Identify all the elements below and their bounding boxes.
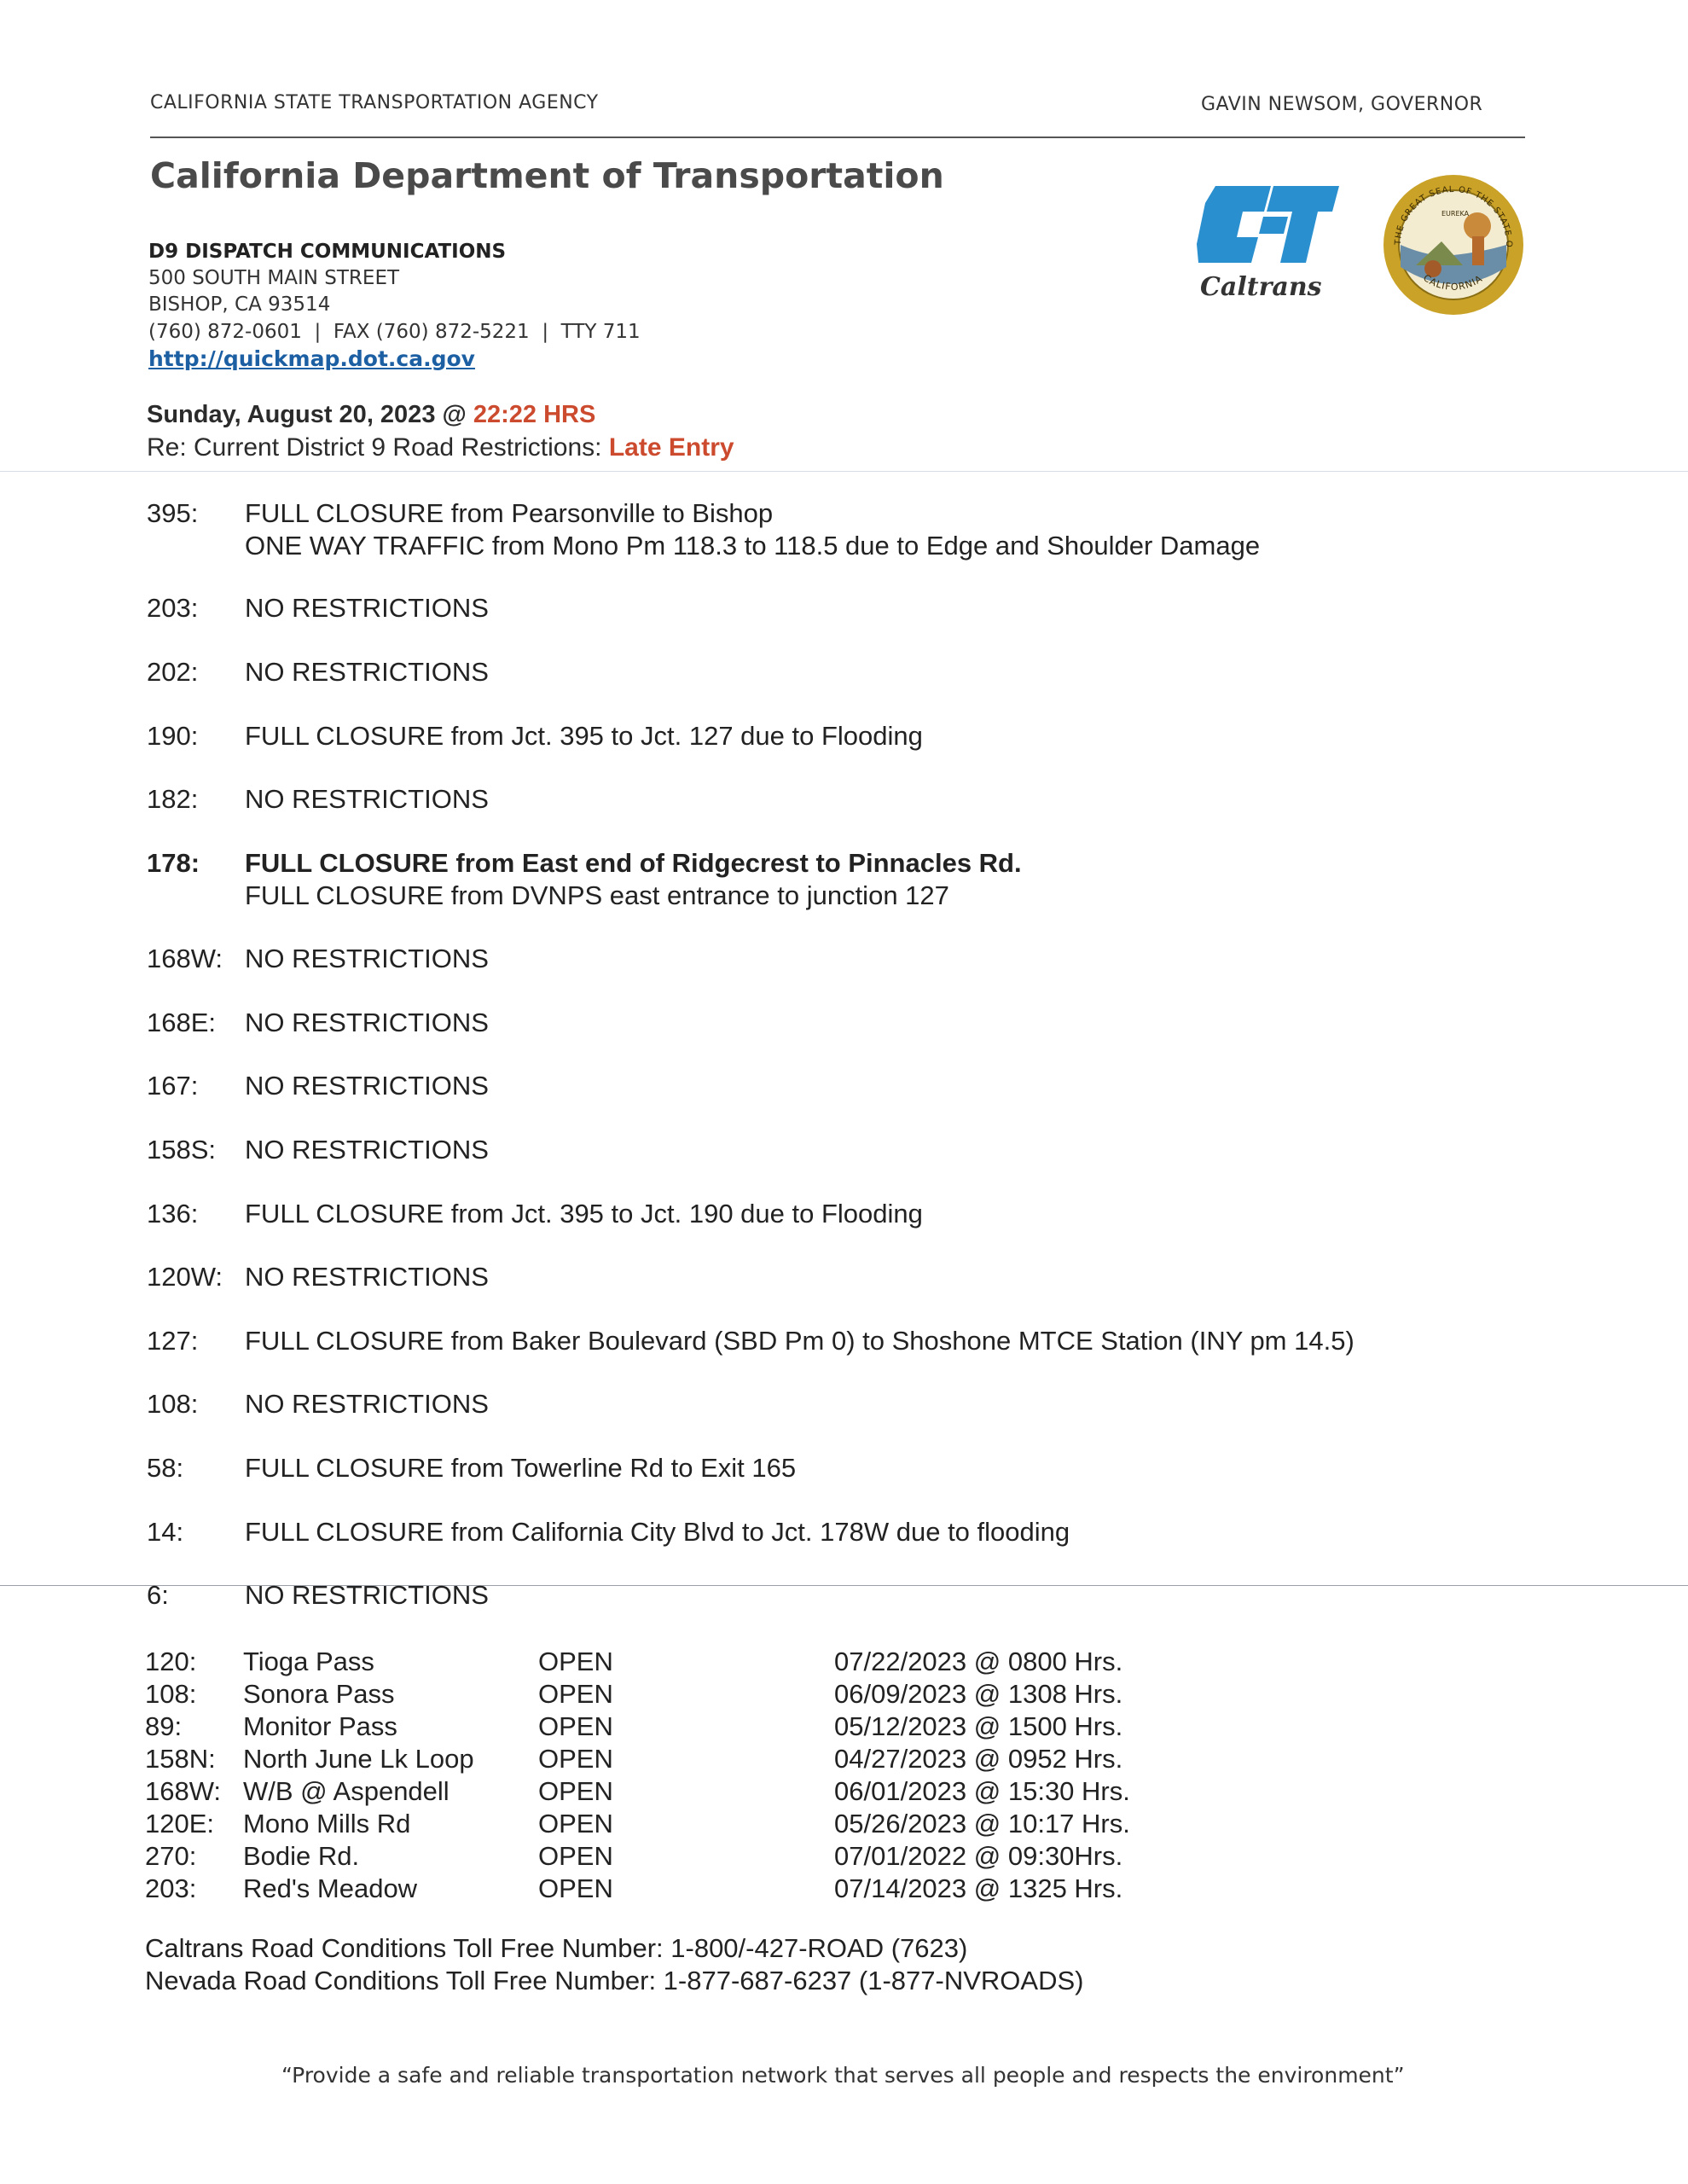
route-restriction: NO RESTRICTIONS (245, 1389, 489, 1419)
scan-divider-top (0, 471, 1688, 472)
pass-name: Mono Mills Rd (243, 1809, 411, 1838)
pass-name: Sonora Pass (243, 1679, 395, 1709)
route-number: 190: (147, 721, 199, 751)
quickmap-link[interactable]: http://quickmap.dot.ca.gov (148, 346, 475, 371)
pass-status: OPEN (538, 1809, 613, 1838)
header-divider (150, 136, 1525, 138)
pass-status: OPEN (538, 1679, 613, 1709)
department-title: California Department of Transportation (150, 155, 944, 196)
pass-route: 270: (145, 1841, 197, 1871)
pass-route: 89: (145, 1711, 183, 1741)
notice-time: 22:22 HRS (473, 401, 596, 428)
caltrans-logo (1181, 177, 1343, 305)
route-restriction: FULL CLOSURE from Pearsonville to Bishop (245, 498, 774, 528)
pass-name: Bodie Rd. (243, 1841, 360, 1871)
route-number: 168W: (147, 944, 223, 973)
pass-route: 168W: (145, 1776, 222, 1806)
pass-open-date: 05/26/2023 @ 10:17 Hrs. (834, 1809, 1130, 1838)
pass-open-date: 07/01/2022 @ 09:30Hrs. (834, 1841, 1123, 1871)
notice-date-text: Sunday, August 20, 2023 @ (147, 401, 473, 428)
pass-open-date: 06/01/2023 @ 15:30 Hrs. (834, 1776, 1130, 1806)
route-restriction: FULL CLOSURE from Jct. 395 to Jct. 190 due to Flooding (245, 1199, 923, 1228)
route-restriction: NO RESTRICTIONS (245, 1071, 489, 1101)
route-restriction: NO RESTRICTIONS (245, 657, 489, 687)
route-restriction: FULL CLOSURE from East end of Ridgecrest to Pinnacles Rd. (245, 848, 1022, 878)
route-restriction: NO RESTRICTIONS (245, 1008, 489, 1037)
route-number: 127: (147, 1326, 199, 1356)
notice-status: Late Entry (608, 433, 734, 462)
route-restriction: NO RESTRICTIONS (245, 1135, 489, 1165)
route-restriction: FULL CLOSURE from Jct. 395 to Jct. 127 due to Flooding (245, 721, 923, 751)
route-number: 203: (147, 593, 199, 623)
pass-name: Tioga Pass (243, 1647, 374, 1676)
route-restriction: NO RESTRICTIONS (245, 784, 489, 814)
route-number: 14: (147, 1517, 184, 1547)
pass-status: OPEN (538, 1744, 613, 1774)
pass-status: OPEN (538, 1647, 613, 1676)
pass-route: 158N: (145, 1744, 216, 1774)
route-restriction: NO RESTRICTIONS (245, 944, 489, 973)
route-number: 168E: (147, 1008, 217, 1037)
route-restriction: NO RESTRICTIONS (245, 1580, 489, 1610)
route-number: 108: (147, 1389, 199, 1419)
route-restriction: NO RESTRICTIONS (245, 1262, 489, 1292)
route-number: 182: (147, 784, 199, 814)
route-number: 6: (147, 1580, 169, 1610)
dispatch-office: D9 DISPATCH COMMUNICATIONS (148, 241, 507, 263)
footer-motto: “Provide a safe and reliable transportation network that serves all people and respects the environment” (281, 2063, 1405, 2088)
governor-name: GAVIN NEWSOM, GOVERNOR (1201, 94, 1483, 115)
route-number: 158S: (147, 1135, 217, 1165)
pass-open-date: 07/22/2023 @ 0800 Hrs. (834, 1647, 1123, 1676)
pass-status: OPEN (538, 1711, 613, 1741)
pass-route: 120E: (145, 1809, 215, 1838)
route-number: 120W: (147, 1262, 223, 1292)
pass-route: 108: (145, 1679, 197, 1709)
pass-open-date: 06/09/2023 @ 1308 Hrs. (834, 1679, 1123, 1709)
route-restriction: NO RESTRICTIONS (245, 593, 489, 623)
pass-route: 203: (145, 1873, 197, 1903)
notice-date (147, 401, 595, 429)
pass-name: W/B @ Aspendell (243, 1776, 450, 1806)
route-restriction: FULL CLOSURE from California City Blvd to Jct. 178W due to flooding (245, 1517, 1070, 1547)
notice-subject-label: Re: Current District 9 Road Restrictions: (147, 433, 609, 462)
address-line-2: BISHOP, CA 93514 (148, 293, 331, 316)
route-restriction: ONE WAY TRAFFIC from Mono Pm 118.3 to 118.5 due to Edge and Shoulder Damage (245, 531, 1261, 561)
route-number: 58: (147, 1453, 184, 1483)
caltrans-toll-free: Caltrans Road Conditions Toll Free Number: 1-800/-427-ROAD (7623) (145, 1933, 968, 1963)
pass-name: Red's Meadow (243, 1873, 418, 1903)
address-line-1: 500 SOUTH MAIN STREET (148, 267, 400, 289)
route-number: 202: (147, 657, 199, 687)
nevada-toll-free: Nevada Road Conditions Toll Free Number: 1-877-687-6237 (1-877-NVROADS) (145, 1966, 1084, 1995)
caltrans-logo-text: Caltrans (1200, 272, 1322, 302)
contact-line: (760) 872-0601 | FAX (760) 872-5221 | TTY 711 (148, 321, 641, 343)
notice-subject (147, 433, 734, 462)
route-number: 136: (147, 1199, 199, 1228)
route-restriction: FULL CLOSURE from Baker Boulevard (SBD Pm 0) to Shoshone MTCE Station (INY pm 14.5) (245, 1326, 1354, 1356)
pass-name: North June Lk Loop (243, 1744, 474, 1774)
pass-status: OPEN (538, 1776, 613, 1806)
seal-top-text: THE GREAT SEAL OF THE STATE O (1393, 184, 1514, 248)
pass-open-date: 05/12/2023 @ 1500 Hrs. (834, 1711, 1123, 1741)
route-number: 395: (147, 498, 199, 528)
seal-bottom-text: CALIFORNIA (1421, 272, 1485, 293)
pass-open-date: 07/14/2023 @ 1325 Hrs. (834, 1873, 1123, 1903)
pass-route: 120: (145, 1647, 197, 1676)
agency-name: CALIFORNIA STATE TRANSPORTATION AGENCY (150, 92, 599, 113)
route-restriction: FULL CLOSURE from Towerline Rd to Exit 165 (245, 1453, 797, 1483)
seal-motto: EUREKA (1441, 210, 1470, 218)
pass-status: OPEN (538, 1841, 613, 1871)
state-seal (1382, 173, 1525, 317)
pass-status: OPEN (538, 1873, 613, 1903)
pass-name: Monitor Pass (243, 1711, 397, 1741)
route-number: 167: (147, 1071, 199, 1101)
pass-open-date: 04/27/2023 @ 0952 Hrs. (834, 1744, 1123, 1774)
route-restriction: FULL CLOSURE from DVNPS east entrance to junction 127 (245, 880, 949, 910)
route-number: 178: (147, 848, 200, 878)
